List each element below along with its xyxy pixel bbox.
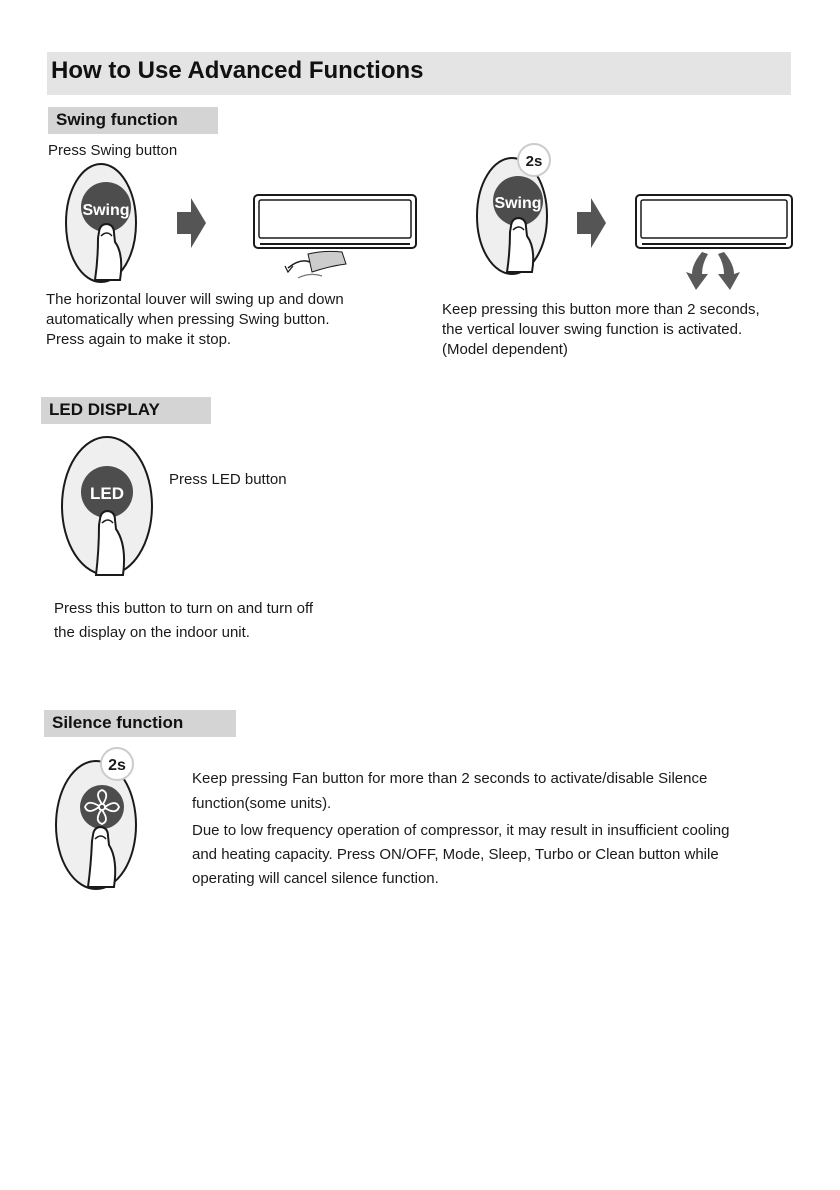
- led-section-heading: LED DISPLAY: [41, 397, 211, 424]
- swing-hold-button-illustration: [472, 142, 562, 278]
- vertical-swing-desc-line-1: Keep pressing this button more than 2 seconds,: [442, 301, 760, 318]
- arrow-right-icon: [577, 198, 607, 248]
- silence-section-heading: Silence function: [44, 710, 236, 737]
- fan-button-illustration: [50, 745, 144, 895]
- horizontal-swing-desc-line-2: automatically when pressing Swing button.: [46, 311, 330, 328]
- vertical-swing-desc-line-2: the vertical louver swing function is activated.: [442, 321, 743, 338]
- silence-desc-line-2: function(some units).: [192, 795, 332, 812]
- indoor-unit-horizontal-swing-illustration: [250, 192, 420, 284]
- led-button-label: LED: [90, 484, 124, 503]
- arrow-right-icon: [177, 198, 207, 248]
- swing-press-label: Press Swing button: [48, 142, 178, 159]
- silence-desc-line-3: Due to low frequency operation of compressor, it may result in insufficient cooling: [192, 822, 730, 839]
- led-button-illustration: [57, 435, 157, 581]
- led-press-label: Press LED button: [169, 471, 287, 488]
- swing-button-label: Swing: [82, 202, 130, 219]
- indoor-unit-vertical-swing-illustration: [632, 192, 798, 294]
- led-desc-line-2: the display on the indoor unit.: [54, 624, 250, 641]
- horizontal-swing-desc-line-1: The horizontal louver will swing up and down: [46, 291, 344, 308]
- silence-hold-badge: 2s: [108, 757, 126, 774]
- swing-hold-badge: 2s: [525, 153, 543, 170]
- horizontal-swing-desc-line-3: Press again to make it stop.: [46, 331, 232, 348]
- swing-button-illustration: [62, 160, 142, 286]
- page-title: How to Use Advanced Functions: [47, 52, 791, 95]
- swing-hold-button-label: Swing: [494, 195, 542, 212]
- silence-desc-line-4: and heating capacity. Press ON/OFF, Mode, Sleep, Turbo or Clean button while: [192, 846, 719, 863]
- silence-desc-line-1: Keep pressing Fan button for more than 2 seconds to activate/disable Silence: [192, 770, 708, 787]
- silence-desc-line-5: operating will cancel silence function.: [192, 870, 439, 887]
- led-desc-line-1: Press this button to turn on and turn off: [54, 600, 314, 617]
- vertical-swing-desc-line-3: (Model dependent): [442, 341, 568, 358]
- swing-section-heading: Swing function: [48, 107, 218, 134]
